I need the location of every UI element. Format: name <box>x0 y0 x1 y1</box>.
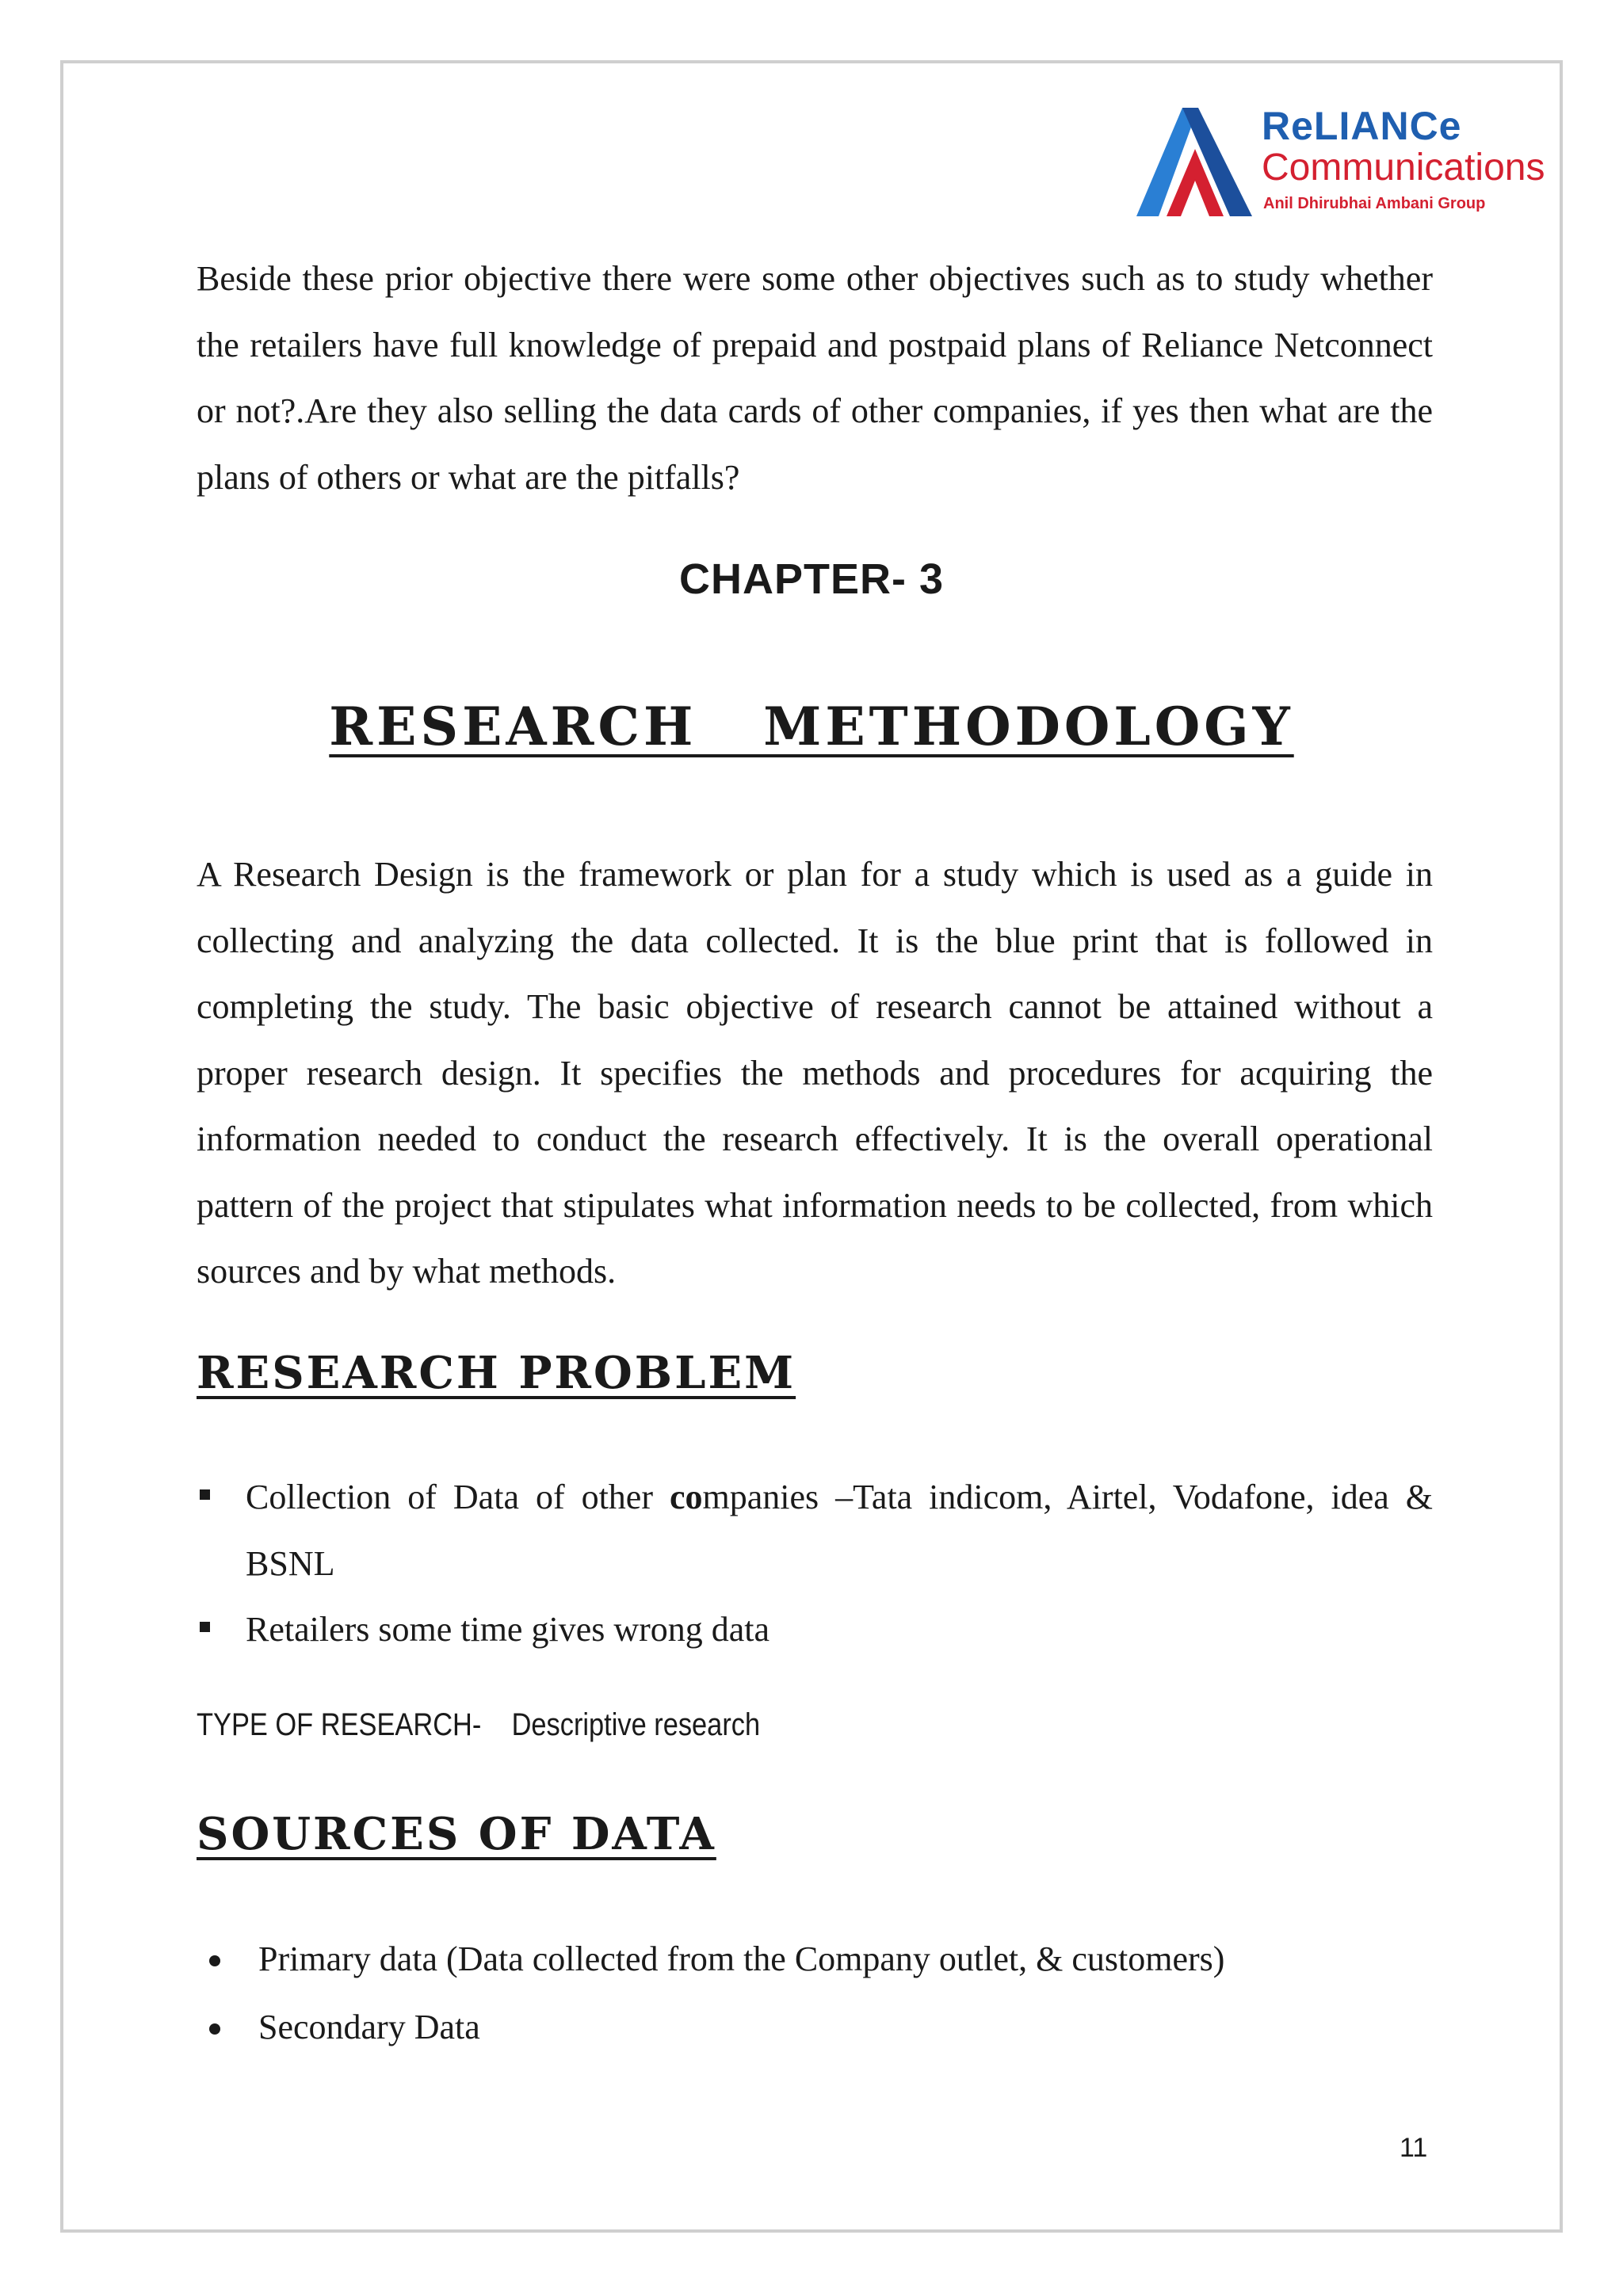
type-of-research-value: Descriptive research <box>511 1707 761 1742</box>
list-item: Secondary Data <box>197 1993 1433 2061</box>
page-number: 11 <box>1400 2133 1428 2163</box>
type-of-research-line <box>197 1707 760 1743</box>
research-problem-heading: RESEARCH PROBLEM <box>197 1347 796 1399</box>
intro-paragraph: Beside these prior objective there were some other objectives such as to study whether the retailers have full knowledge of prepaid and postpaid plans of Reliance Netconnect or not?.Are they also selling the data cards of other companies, if yes then what are the plans of others or what are the pitfalls? <box>197 259 1433 497</box>
list-item: Primary data (Data collected from the Company outlet, & customers) <box>197 1925 1433 1993</box>
chapter-number: CHAPTER- 3 <box>678 555 945 603</box>
reliance-logo <box>1133 101 1545 220</box>
list-item: Collection of Data of other companies –Tata indicom, Airtel, Vodafone, idea & BSNL <box>197 1464 1433 1596</box>
reliance-a-logo-icon <box>1133 101 1260 220</box>
list-item: Retailers some time gives wrong data <box>197 1596 1433 1663</box>
chapter-title: RESEARCH METHODOLOGY <box>329 696 1294 757</box>
research-problem-list <box>197 1464 1433 1663</box>
logo-brand-name: ReLIANCe <box>1262 104 1462 148</box>
research-design-paragraph: A Research Design is the framework or plan for a study which is used as a guide in collecting and analyzing the data collected. It is the blue print that is followed in completing the study. The basic objective of research cannot be attained without a proper research design. It specifies the methods and procedures for acquiring the information needed to conduct the research effectively. It is the overall operational pattern of the project that stipulates what information needs to be collected, from which sources and by what methods. <box>197 855 1433 1291</box>
logo-brand-subtitle: Communications <box>1262 147 1545 189</box>
sources-list <box>197 1925 1433 2061</box>
logo-group-name: Anil Dhirubhai Ambani Group <box>1263 195 1486 212</box>
type-of-research-label: TYPE OF RESEARCH- <box>197 1707 482 1742</box>
sources-of-data-heading: SOURCES OF DATA <box>197 1808 716 1860</box>
